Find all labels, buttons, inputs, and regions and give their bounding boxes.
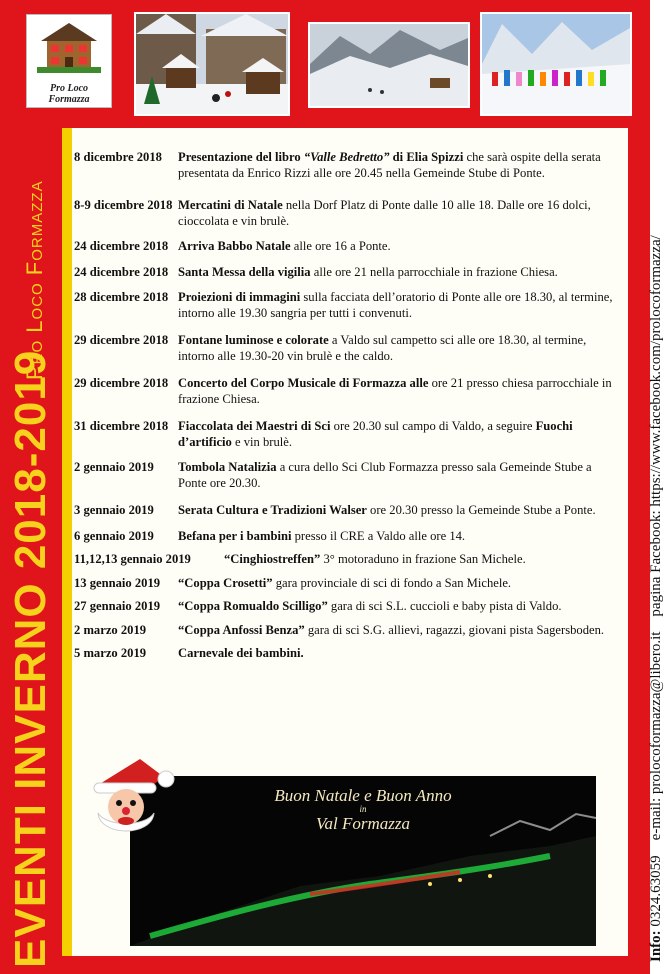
event-item	[74, 290, 622, 321]
event-date: 24 dicembre 2018	[74, 264, 169, 279]
event-description	[74, 503, 622, 519]
event-date: 29 dicembre 2018	[74, 333, 169, 347]
event-item	[74, 150, 622, 181]
event-title: Befana per i bambini	[178, 528, 292, 543]
event-title: “Coppa Crosetti”	[178, 575, 273, 590]
event-title: Concerto del Corpo Musicale di Formazza alle	[178, 376, 429, 390]
santa-icon	[80, 755, 176, 841]
event-item	[74, 333, 622, 364]
event-item	[74, 623, 622, 639]
event-date: 29 dicembre 2018	[74, 376, 169, 390]
event-title: Serata Cultura e Tradizioni Walser	[178, 503, 367, 517]
event-description	[74, 646, 622, 662]
event-text: a cura dello Sci Club Formazza presso sala Gemeinde Stube a Ponte ore 20.30.	[178, 460, 592, 490]
event-title: Fiaccolata dei Maestri di Sci	[178, 419, 331, 433]
logo-text: Pro Loco Formazza	[48, 83, 90, 105]
event-item	[74, 239, 622, 255]
event-title-author: di Elia Spizzi	[389, 150, 464, 164]
photo-christmas-market	[134, 12, 290, 116]
event-item	[74, 265, 622, 281]
event-title: Presentazione del libro	[178, 150, 304, 164]
event-date: 8-9 dicembre 2018	[74, 198, 173, 212]
event-item	[74, 460, 622, 491]
event-date: 3 gennaio 2019	[74, 503, 154, 517]
event-text: che sarà ospite della serata presentata da Enrico Rizzi alle ore 20.45 nella Gemeinde Stube di Ponte.	[178, 150, 601, 180]
event-date: 24 dicembre 2018	[74, 239, 169, 253]
contact-info	[648, 235, 665, 962]
phone: 0324.63059	[648, 855, 664, 927]
event-title: Arriva Babbo Natale	[178, 239, 291, 253]
event-date: 5 marzo 2019	[74, 646, 147, 660]
event-date: 2 gennaio 2019	[74, 460, 154, 474]
event-date: 28 dicembre 2018	[74, 290, 169, 304]
poster-title: EVENTI INVERNO 2018-2019	[6, 349, 55, 968]
event-item	[74, 198, 622, 229]
event-item	[74, 529, 622, 545]
event-title: “Cinghiostreffen”	[224, 552, 321, 566]
event-item	[74, 599, 622, 615]
event-title: Carnevale dei bambini.	[178, 646, 304, 660]
event-title: Mercatini di Natale	[178, 198, 283, 212]
event-item	[74, 646, 622, 662]
photo-ski-group	[480, 12, 632, 116]
events-list	[74, 150, 622, 662]
event-text: presso il CRE a Valdo alle ore 14.	[291, 528, 466, 543]
event-text: gara provinciale di sci di fondo a San Michele.	[272, 575, 512, 590]
event-item	[74, 376, 622, 407]
event-text: gara di sci S.G. allievi, ragazzi, giovani pista Sagersboden.	[304, 622, 605, 637]
bottom-red-band	[62, 956, 628, 974]
photo-snowy-valley	[308, 22, 470, 108]
event-text: a Valdo sul campetto sci alle ore 18.30, al termine, intorno alle 19.30-20 vin brulè e the caldo.	[178, 333, 587, 363]
event-item	[74, 503, 622, 519]
event-text: 3° motoraduno in frazione San Michele.	[320, 552, 526, 566]
event-text: ore 20.30 presso la Gemeinde Stube a Ponte.	[366, 503, 596, 517]
event-date: 2 marzo 2019	[74, 622, 147, 637]
email: prolocoformazza@libero.it	[648, 631, 664, 795]
event-text: sulla facciata dell’oratorio di Ponte alle ore 18.30, al termine, intorno alle 19.30 sangria per tutti i convenuti.	[178, 290, 613, 320]
event-date: 13 gennaio 2019	[74, 575, 161, 590]
event-date: 6 gennaio 2019	[74, 528, 154, 543]
event-date: 11,12,13 gennaio 2019	[74, 552, 191, 566]
event-text: nella Dorf Platz di Ponte dalle 10 alle 18. Dalle ore 16 dolci, cioccolata e vin brulè.	[178, 198, 591, 228]
yellow-stripe	[62, 128, 72, 974]
event-date: 8 dicembre 2018	[74, 150, 162, 164]
event-item	[74, 552, 622, 568]
info-label: Info:	[648, 930, 664, 962]
event-text: alle ore 16 a Ponte.	[290, 239, 391, 253]
organizer-name: Pro Loco Formazza	[22, 180, 47, 380]
event-title: “Coppa Romualdo Scilligo”	[178, 599, 328, 613]
event-title-extra: Fuochi d’artificio	[178, 419, 573, 449]
event-title: Santa Messa della vigilia	[178, 264, 311, 279]
event-text: ore 21 presso chiesa parrocchiale in frazione Chiesa.	[178, 376, 612, 406]
event-date: 27 gennaio 2019	[74, 599, 161, 613]
event-title: “Coppa Anfossi Benza”	[178, 622, 305, 637]
event-text: alle ore 21 nella parrocchiale in frazione Chiesa.	[310, 264, 558, 279]
email-label: e-mail:	[648, 797, 664, 841]
greeting-line-1: Buon Natale e Buon Anno	[274, 786, 452, 805]
event-description	[74, 529, 622, 545]
event-text: gara di sci S.L. cuccioli e baby pista di Valdo.	[327, 599, 562, 613]
facebook-url: https://www.facebook.com/prolocoformazza/	[648, 235, 664, 507]
event-title: Tombola Natalizia	[178, 460, 277, 474]
facebook-label: pagina Facebook:	[648, 510, 664, 617]
event-book-title: “Valle Bedretto”	[303, 150, 390, 164]
event-title: Proiezioni di immagini	[178, 290, 301, 304]
right-red-band	[628, 0, 650, 974]
event-text-extra: e vin brulè.	[231, 434, 293, 449]
event-text: ore 20.30 sul campo di Valdo, a seguire	[330, 419, 536, 433]
event-description	[74, 623, 622, 639]
event-date: 31 dicembre 2018	[74, 419, 169, 433]
event-title: Fontane luminose e colorate	[178, 333, 329, 347]
greeting-line-3: Val Formazza	[316, 814, 410, 833]
event-description	[74, 460, 622, 491]
event-item	[74, 576, 622, 592]
greeting-line-2: in	[359, 804, 367, 814]
logo	[26, 14, 112, 108]
event-item	[74, 419, 622, 450]
chalet-icon	[37, 21, 101, 73]
night-photo	[130, 776, 596, 946]
